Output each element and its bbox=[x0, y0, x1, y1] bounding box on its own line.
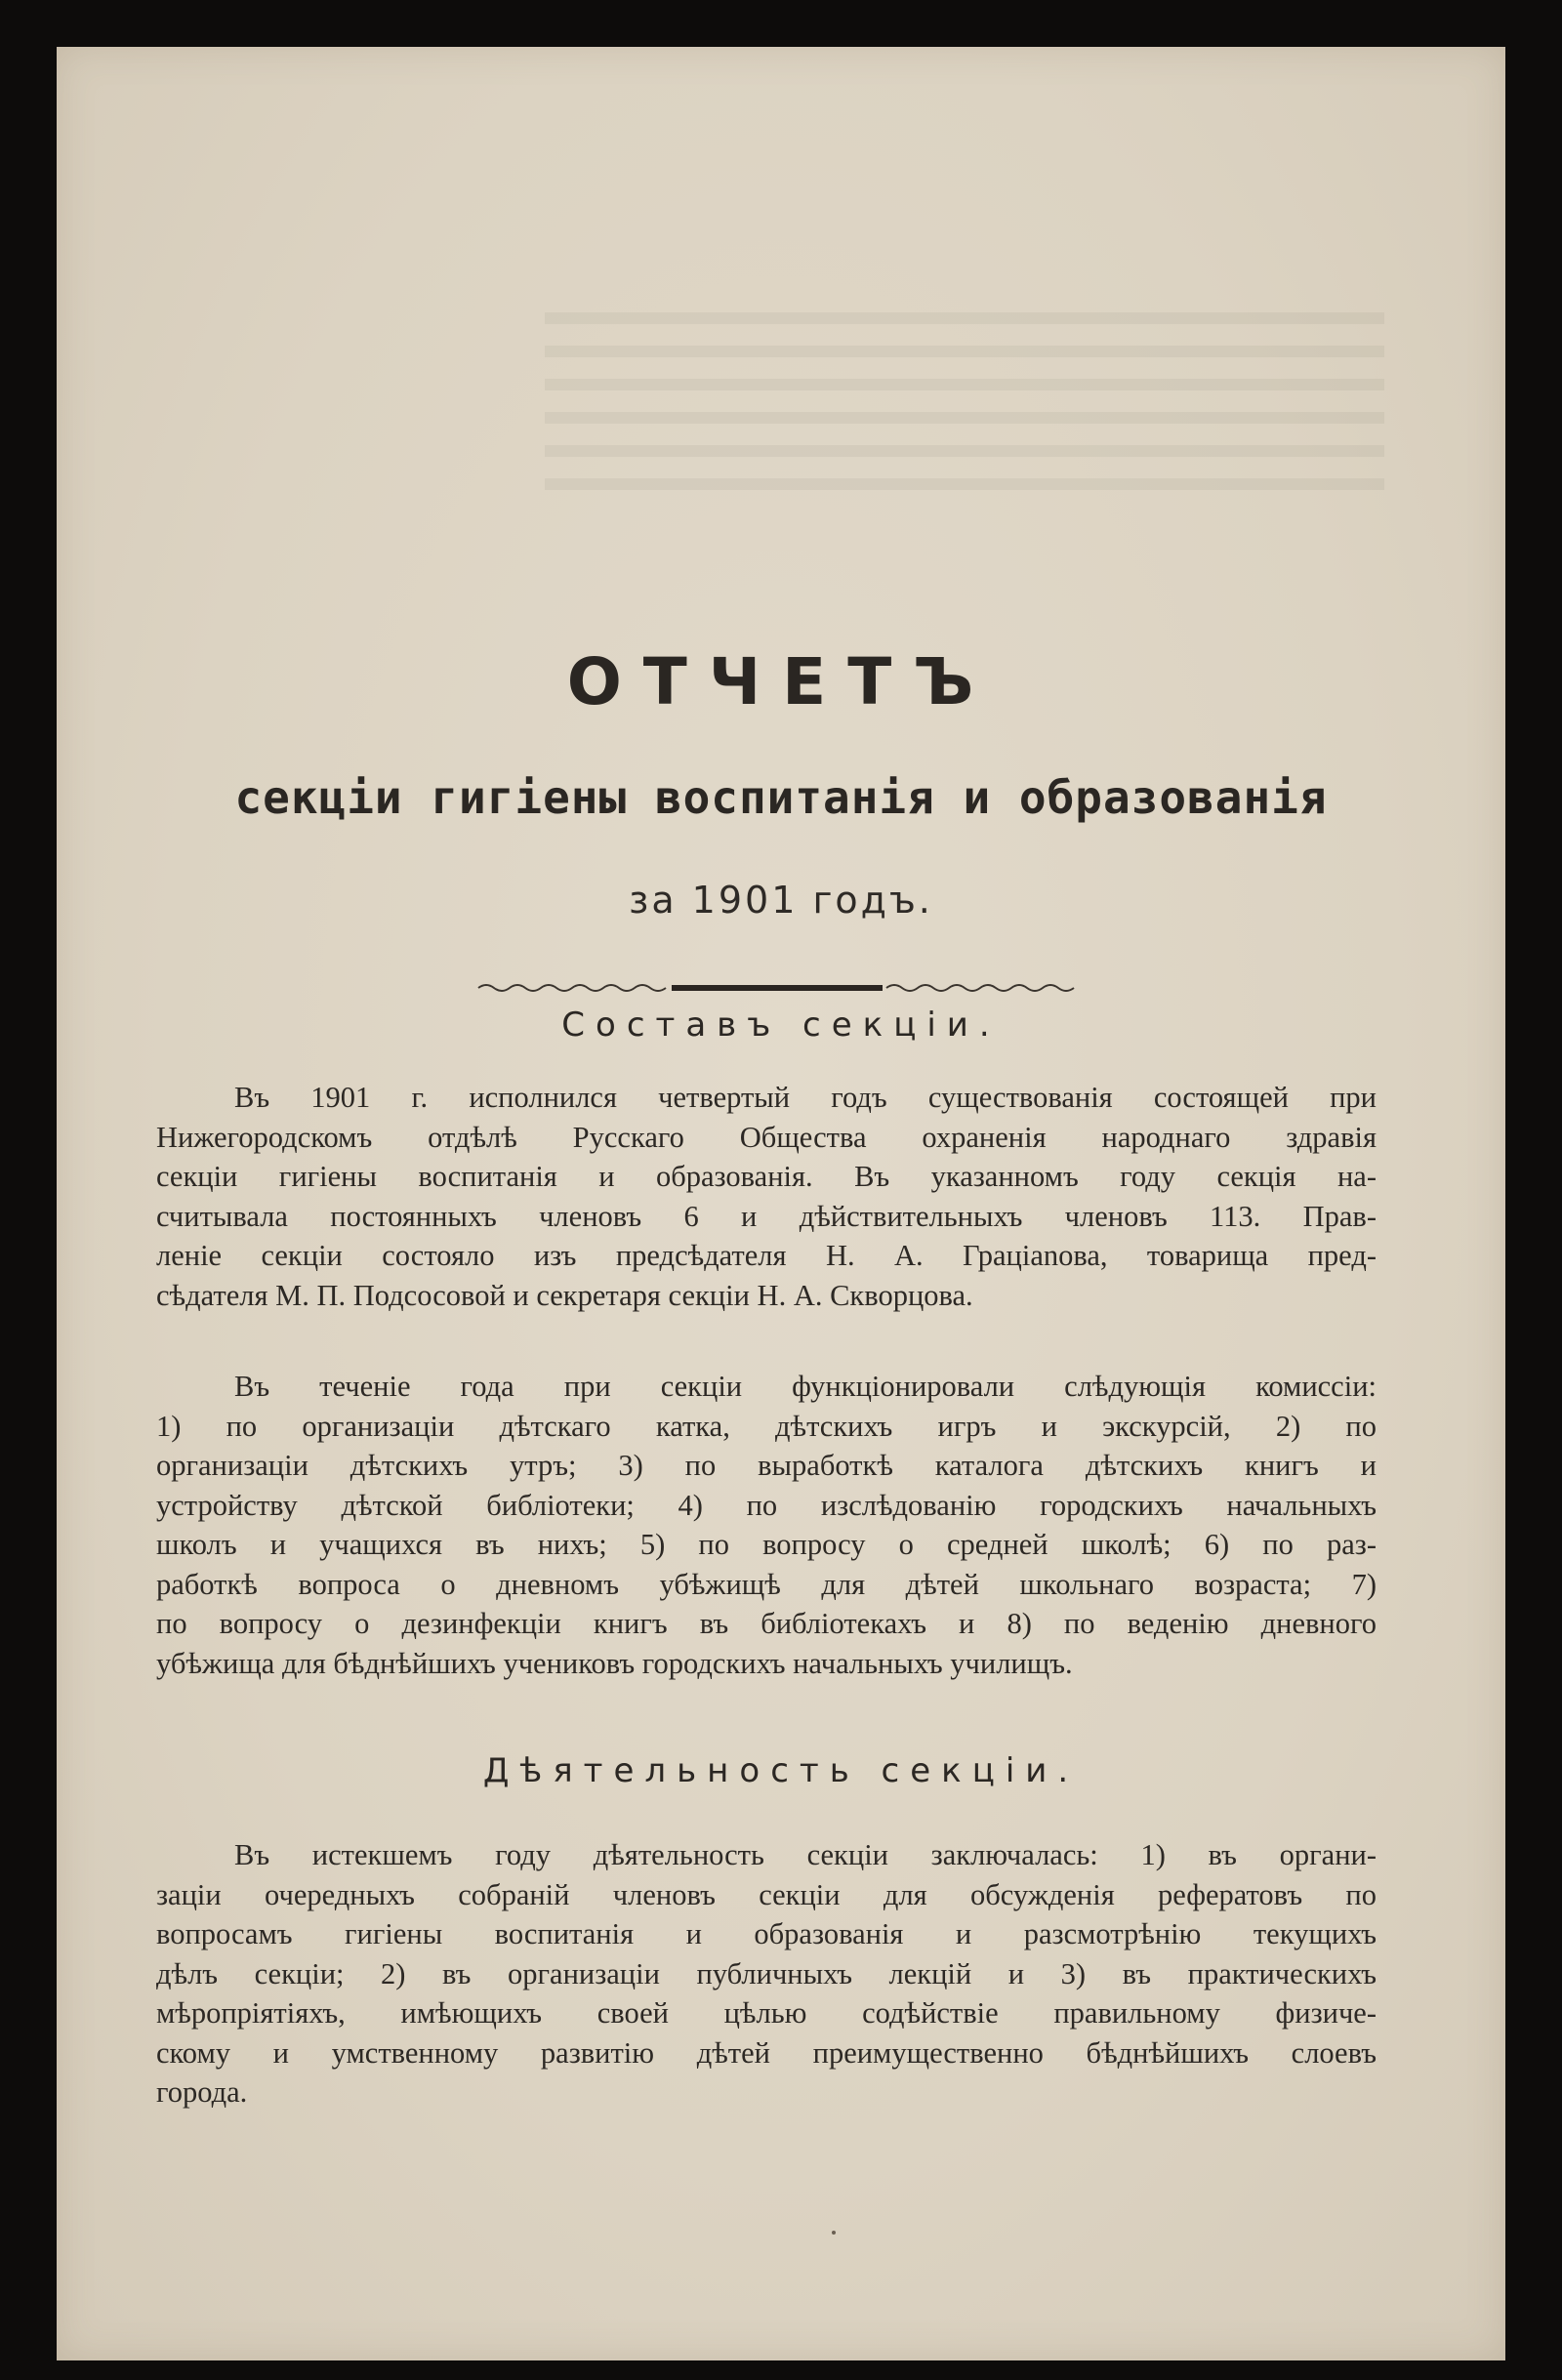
year-line: за 1901 годъ. bbox=[629, 879, 933, 922]
text-line: 1) по организаціи дѣтскаго катка, дѣтскихъ игръ и экскурсій, 2) по bbox=[156, 1409, 1377, 1443]
paper-speck bbox=[832, 2231, 836, 2235]
text-line: работкѣ вопроса о дневномъ убѣжищѣ для дѣтей школьнаго возраста; 7) bbox=[156, 1567, 1377, 1601]
bleed-through-text bbox=[545, 291, 1384, 490]
text-line: Въ истекшемъ году дѣятельность секціи заключалась: 1) въ органи- bbox=[234, 1838, 1377, 1871]
text-line: убѣжища для бѣднѣйшихъ учениковъ городскихъ начальныхъ училищъ. bbox=[156, 1646, 1073, 1680]
text-line: скому и умственному развитію дѣтей преимущественно бѣднѣйшихъ слоевъ bbox=[156, 2035, 1377, 2070]
text-line: секціи гигіены воспитанія и образованія. Въ указанномъ году секція на- bbox=[156, 1160, 1377, 1193]
text-line: считывала постоянныхъ членовъ 6 и дѣйствительныхъ членовъ 113. Прав- bbox=[156, 1199, 1377, 1233]
text-line: вопросамъ гигіены воспитанія и образованія и разсмотрѣнію текущихъ bbox=[156, 1917, 1377, 1950]
text-line: мѣропріятіяхъ, имѣющихъ своей цѣлью содѣйствіе правильному физиче- bbox=[156, 1996, 1377, 2030]
text-line: школъ и учащихся въ нихъ; 5) по вопросу о средней школѣ; 6) по раз- bbox=[156, 1528, 1377, 1561]
document-page bbox=[57, 47, 1505, 2360]
section-heading-composition: Составъ секціи. bbox=[561, 1005, 1001, 1045]
text-line: Въ 1901 г. исполнился четвертый годъ существованія состоящей при bbox=[234, 1081, 1377, 1114]
document-title: ОТЧЕТЪ bbox=[566, 644, 996, 719]
text-line: организаціи дѣтскихъ утръ; 3) по выработкѣ каталога дѣтскихъ книгъ и bbox=[156, 1449, 1377, 1482]
text-line: по вопросу о дезинфекціи книгъ въ библіотекахъ и 8) по веденію дневного bbox=[156, 1607, 1377, 1640]
text-line: сѣдателя М. П. Подсосовой и секретаря секціи Н. А. Скворцова. bbox=[156, 1278, 973, 1312]
document-subtitle: секціи гигіены воспитанія и образованія bbox=[234, 771, 1328, 824]
paragraph-composition-1 bbox=[156, 1078, 1377, 1315]
paragraph-composition-2 bbox=[156, 1367, 1377, 1683]
section-heading-activity: Дѣятельность секціи. bbox=[482, 1751, 1080, 1790]
text-line: города. bbox=[156, 2075, 248, 2109]
ornamental-divider bbox=[476, 976, 1082, 1000]
text-line: леніе секціи состояло изъ предсѣдателя Н. А. Грацianова, товарища пред- bbox=[156, 1239, 1377, 1272]
text-line: устройству дѣтской библіотеки; 4) по изслѣдованію городскихъ начальныхъ bbox=[156, 1488, 1377, 1522]
paragraph-activity-1 bbox=[156, 1835, 1377, 2113]
text-line: дѣлъ секціи; 2) въ организаціи публичныхъ лекцій и 3) въ практическихъ bbox=[156, 1956, 1377, 1990]
text-line: заціи очередныхъ собраній членовъ секціи для обсужденія рефератовъ по bbox=[156, 1877, 1377, 1911]
text-line: Нижегородскомъ отдѣлѣ Русскаго Общества охраненія народнаго здравія bbox=[156, 1120, 1377, 1154]
text-line: Въ теченіе года при секціи функціонировали слѣдующія комиссіи: bbox=[234, 1370, 1377, 1403]
